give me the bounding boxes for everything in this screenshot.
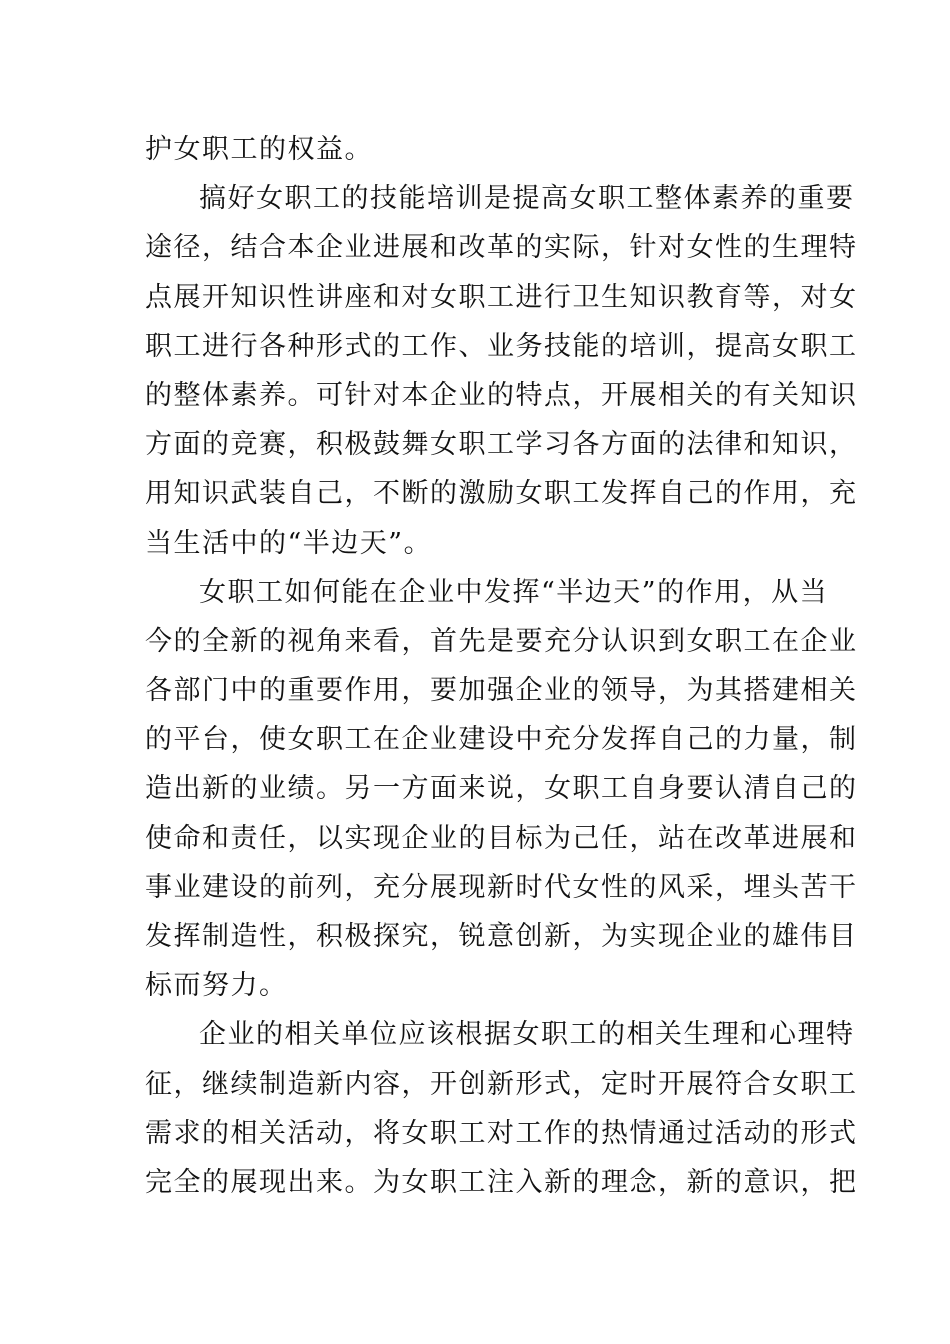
paragraph-line: 点展开知识性讲座和对女职工进行卫生知识教育等，对女 bbox=[145, 281, 858, 313]
paragraph-line: 今的全新的视角来看，首先是要充分认识到女职工在企业 bbox=[145, 625, 858, 657]
paragraph-line: 途径，结合本企业进展和改革的实际，针对女性的生理特 bbox=[145, 232, 858, 264]
paragraph-line: 搞好女职工的技能培训是提高女职工整体素养的重要 bbox=[199, 183, 855, 215]
paragraph-line: 女职工如何能在企业中发挥“半边天”的作用，从当 bbox=[199, 576, 829, 608]
paragraph-line: 用知识武装自己，不断的激励女职工发挥自己的作用，充 bbox=[145, 478, 858, 510]
paragraph-line: 征，继续制造新内容，开创新形式，定时开展符合女职工 bbox=[145, 1068, 858, 1100]
paragraph-line: 造出新的业绩。另一方面来说，女职工自身要认清自己的 bbox=[145, 773, 858, 805]
paragraph-line: 方面的竞赛，积极鼓舞女职工学习各方面的法律和知识， bbox=[145, 429, 858, 461]
paragraph-line: 职工进行各种形式的工作、业务技能的培训，提高女职工 bbox=[145, 330, 858, 362]
document-body bbox=[145, 125, 858, 1207]
paragraph-line: 事业建设的前列，充分展现新时代女性的风采，埋头苦干 bbox=[145, 871, 858, 903]
paragraph-line: 护女职工的权益。 bbox=[145, 134, 373, 165]
paragraph-line: 当生活中的“半边天”。 bbox=[145, 527, 433, 559]
paragraph-line: 的平台，使女职工在企业建设中充分发挥自己的力量，制 bbox=[145, 724, 858, 756]
paragraph-line: 使命和责任，以实现企业的目标为己任，站在改革进展和 bbox=[145, 822, 858, 854]
paragraph-line: 完全的展现出来。为女职工注入新的理念，新的意识，把 bbox=[145, 1166, 858, 1198]
paragraph-line: 发挥制造性，积极探究，锐意创新，为实现企业的雄伟目 bbox=[145, 921, 858, 952]
paragraph-line: 的整体素养。可针对本企业的特点，开展相关的有关知识 bbox=[145, 379, 858, 411]
paragraph-line: 标而努力。 bbox=[145, 970, 288, 1002]
paragraph-line: 企业的相关单位应该根据女职工的相关生理和心理特 bbox=[199, 1019, 855, 1051]
paragraph-line: 需求的相关活动，将女职工对工作的热情通过活动的形式 bbox=[145, 1117, 858, 1149]
paragraph-line: 各部门中的重要作用，要加强企业的领导，为其搭建相关 bbox=[145, 675, 858, 707]
